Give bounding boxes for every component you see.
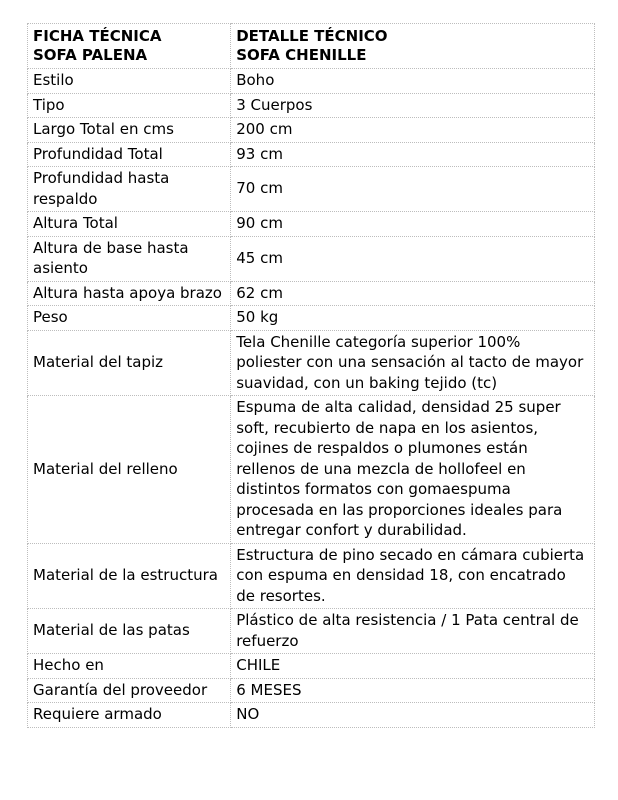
header-row	[28, 24, 595, 69]
table-row	[28, 609, 595, 654]
row-value: 200 cm	[231, 118, 595, 143]
table-row	[28, 396, 595, 544]
row-label: Profundidad hasta respaldo	[28, 167, 231, 212]
row-label: Garantía del proveedor	[28, 678, 231, 703]
table-row	[28, 93, 595, 118]
table-row	[28, 654, 595, 679]
row-value: 6 MESES	[231, 678, 595, 703]
header-left-line1: FICHA TÉCNICA	[33, 27, 162, 45]
table-row	[28, 281, 595, 306]
row-value: Boho	[231, 69, 595, 94]
row-value: 70 cm	[231, 167, 595, 212]
row-value: 62 cm	[231, 281, 595, 306]
spec-table	[27, 23, 595, 728]
table-row	[28, 703, 595, 728]
row-label: Peso	[28, 306, 231, 331]
table-row	[28, 142, 595, 167]
header-right	[231, 24, 595, 69]
row-value: Tela Chenille categoría superior 100% poliester con una sensación al tacto de mayor suavidad, con un baking tejido (tc)	[231, 330, 595, 396]
row-label: Largo Total en cms	[28, 118, 231, 143]
row-value: Espuma de alta calidad, densidad 25 super soft, recubierto de napa en los asientos, cojines de respaldos o plumones están rellenos de una mezcla de hollofeel en distintos formatos con gomaespuma procesada en las proporciones ideales para entregar confort y durabilidad.	[231, 396, 595, 544]
table-row	[28, 69, 595, 94]
table-row	[28, 167, 595, 212]
row-label: Tipo	[28, 93, 231, 118]
row-value: CHILE	[231, 654, 595, 679]
row-label: Altura de base hasta asiento	[28, 236, 231, 281]
table-row	[28, 118, 595, 143]
row-value: Estructura de pino secado en cámara cubierta con espuma en densidad 18, con encatrado de resortes.	[231, 543, 595, 609]
table-row	[28, 236, 595, 281]
row-value: Plástico de alta resistencia / 1 Pata central de refuerzo	[231, 609, 595, 654]
row-value: 3 Cuerpos	[231, 93, 595, 118]
table-row	[28, 330, 595, 396]
header-right-line1: DETALLE TÉCNICO	[236, 27, 388, 45]
table-row	[28, 306, 595, 331]
row-value: NO	[231, 703, 595, 728]
row-label: Hecho en	[28, 654, 231, 679]
table-row	[28, 212, 595, 237]
row-label: Material de la estructura	[28, 543, 231, 609]
table-row	[28, 543, 595, 609]
row-label: Requiere armado	[28, 703, 231, 728]
row-label: Material del relleno	[28, 396, 231, 544]
row-label: Material de las patas	[28, 609, 231, 654]
row-label: Altura hasta apoya brazo	[28, 281, 231, 306]
row-label: Material del tapiz	[28, 330, 231, 396]
row-label: Estilo	[28, 69, 231, 94]
header-right-line2: SOFA CHENILLE	[236, 46, 367, 64]
header-left-line2: SOFA PALENA	[33, 46, 148, 64]
table-row	[28, 678, 595, 703]
row-label: Altura Total	[28, 212, 231, 237]
row-label: Profundidad Total	[28, 142, 231, 167]
row-value: 50 kg	[231, 306, 595, 331]
header-left	[28, 24, 231, 69]
row-value: 45 cm	[231, 236, 595, 281]
row-value: 93 cm	[231, 142, 595, 167]
row-value: 90 cm	[231, 212, 595, 237]
